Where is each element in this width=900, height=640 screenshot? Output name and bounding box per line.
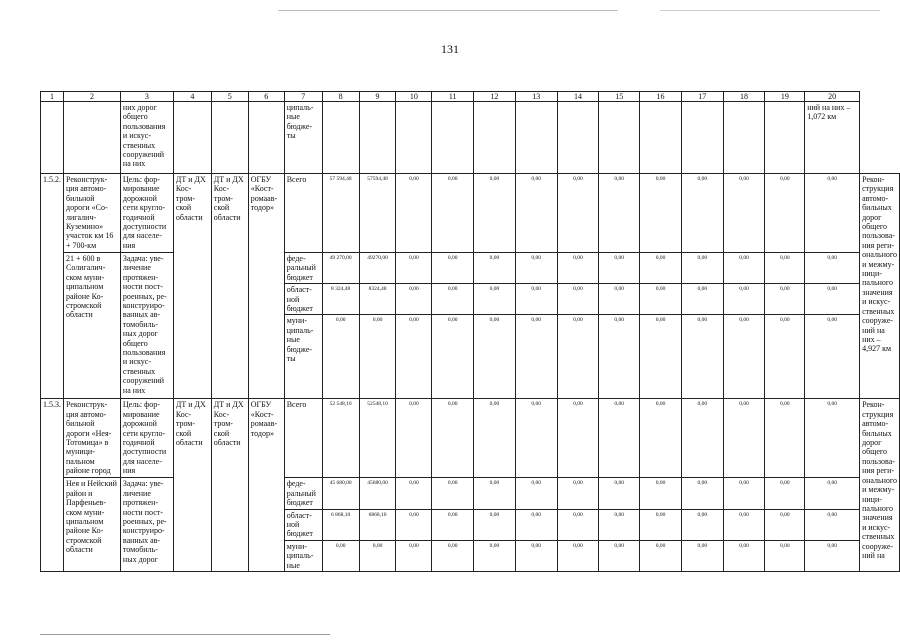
funding-row: [41, 399, 900, 478]
amount-cell: 0,00: [765, 253, 805, 284]
column-header: 7: [284, 92, 322, 102]
amount-cell: 6868,10: [359, 509, 396, 540]
item-task: Задача: уве- личение протяжен- ности пост- роенных, ре- конструиро- ванных ав- томобиль- ных дорог общего пользования и искус- ственных сооружений на них: [120, 253, 173, 399]
column-number-row: [41, 92, 900, 102]
column-header: 10: [396, 92, 432, 102]
funding-source-cell: ципаль- ные бюдже- ты: [284, 102, 322, 174]
amount-cell: 0,00: [515, 399, 557, 478]
item-name: 21 + 600 в Солигалич- ском муни- ципальном районе Ко- стромской области: [64, 253, 121, 399]
item-goal: Цель: фор- мирование дорожной сети кругло- годичной доступности для населе- ния: [120, 174, 173, 253]
item-goal: Цель: фор- мирование дорожной сети кругло- годичной доступности для населе- ния: [120, 399, 173, 478]
item-code: 1.5.2.: [41, 174, 64, 399]
amount-cell: 0,00: [640, 478, 682, 509]
amount-cell: 0,00: [432, 174, 474, 253]
amount-cell: 0,00: [765, 315, 805, 399]
amount-cell: 0,00: [557, 315, 599, 399]
amount-cell: 0,00: [723, 174, 765, 253]
executor-cell: ОГБУ «Кост- ромаав- тодор»: [248, 399, 284, 572]
amount-cell: 0,00: [805, 315, 860, 399]
amount-cell: 0,00: [432, 509, 474, 540]
amount-cell: 0,00: [723, 540, 765, 571]
amount-cell: 0,00: [557, 509, 599, 540]
amount-cell: 0,00: [359, 540, 396, 571]
amount-cell: 0,00: [640, 540, 682, 571]
scan-edge-line: [660, 10, 880, 11]
amount-cell: 57 594,48: [322, 174, 359, 253]
column-header: 17: [681, 92, 723, 102]
amount-cell: 0,00: [396, 174, 432, 253]
responsible-cell: ДТ и ДХ Кос- тром- ской области: [173, 174, 211, 399]
amount-cell: 0,00: [599, 315, 640, 399]
amount-cell: 0,00: [359, 315, 396, 399]
amount-cell: 0,00: [723, 478, 765, 509]
result-cell: Рекон- струкция автомо- бильных дорог общего пользова- ния реги- онального и межму- ници- пального значения и искус- ственных сооруже- ний на них – 4,927 км: [860, 174, 900, 399]
amount-cell: 57594,48: [359, 174, 396, 253]
amount-cell: 0,00: [599, 284, 640, 315]
column-header: 12: [474, 92, 516, 102]
amount-cell: 0,00: [396, 478, 432, 509]
item-code: 1.5.3.: [41, 399, 64, 572]
amount-cell: 52548,10: [359, 399, 396, 478]
amount-cell: 0,00: [474, 509, 516, 540]
amount-cell: 45 680,00: [322, 478, 359, 509]
column-header: 11: [432, 92, 474, 102]
amount-cell: 0,00: [396, 253, 432, 284]
amount-cell: 0,00: [765, 399, 805, 478]
column-header: 14: [557, 92, 599, 102]
amount-cell: 0,00: [557, 284, 599, 315]
page-number: 131: [441, 42, 459, 56]
column-header: 3: [120, 92, 173, 102]
column-header: 13: [515, 92, 557, 102]
amount-cell: 0,00: [681, 174, 723, 253]
scan-edge-line: [40, 634, 330, 635]
amount-cell: 0,00: [681, 253, 723, 284]
amount-cell: 0,00: [640, 399, 682, 478]
amount-cell: 0,00: [640, 253, 682, 284]
amount-cell: 0,00: [681, 540, 723, 571]
amount-cell: 0,00: [432, 315, 474, 399]
amount-cell: 0,00: [396, 284, 432, 315]
amount-cell: 0,00: [765, 540, 805, 571]
amount-cell: 0,00: [765, 174, 805, 253]
column-header: 1: [41, 92, 64, 102]
amount-cell: 0,00: [474, 174, 516, 253]
column-header: 9: [359, 92, 396, 102]
amount-cell: 0,00: [557, 174, 599, 253]
amount-cell: 0,00: [723, 315, 765, 399]
amount-cell: 0,00: [681, 284, 723, 315]
amount-cell: 0,00: [805, 399, 860, 478]
funding-source-cell: Всего: [284, 174, 322, 253]
scan-edge-line: [278, 10, 618, 11]
amount-cell: 0,00: [432, 478, 474, 509]
amount-cell: 0,00: [515, 174, 557, 253]
continuation-row: [41, 102, 900, 174]
amount-cell: 0,00: [599, 509, 640, 540]
column-header: 4: [173, 92, 211, 102]
items-body: [41, 174, 900, 572]
column-header: 6: [248, 92, 284, 102]
amount-cell: 0,00: [474, 284, 516, 315]
amount-cell: 0,00: [805, 253, 860, 284]
amount-cell: 0,00: [599, 174, 640, 253]
amount-cell: 0,00: [765, 284, 805, 315]
amount-cell: 0,00: [723, 509, 765, 540]
responsible-cell: ДТ и ДХ Кос- тром- ской области: [173, 399, 211, 572]
amount-cell: 0,00: [640, 509, 682, 540]
amount-cell: 0,00: [396, 509, 432, 540]
amount-cell: 0,00: [322, 540, 359, 571]
amount-cell: 0,00: [805, 509, 860, 540]
amount-cell: 0,00: [515, 540, 557, 571]
amount-cell: 0,00: [805, 284, 860, 315]
amount-cell: 0,00: [723, 253, 765, 284]
amount-cell: 0,00: [474, 253, 516, 284]
column-header: 20: [805, 92, 860, 102]
amount-cell: 0,00: [599, 540, 640, 571]
funding-source-cell: феде- ральный бюджет: [284, 253, 322, 284]
amount-cell: 0,00: [474, 315, 516, 399]
amount-cell: 0,00: [432, 284, 474, 315]
amount-cell: 0,00: [681, 315, 723, 399]
column-header: 19: [765, 92, 805, 102]
funding-source-cell: феде- ральный бюджет: [284, 478, 322, 509]
amount-cell: 0,00: [515, 315, 557, 399]
amount-cell: 0,00: [805, 478, 860, 509]
amount-cell: 0,00: [640, 315, 682, 399]
funding-source-cell: област- ной бюджет: [284, 509, 322, 540]
amount-cell: 0,00: [640, 174, 682, 253]
funding-source-cell: муни- ципаль- ные бюдже- ты: [284, 315, 322, 399]
amount-cell: 0,00: [322, 315, 359, 399]
item-task: Задача: уве- личение протяжен- ности пост- роенных, ре- конструиро- ванных ав- томобиль- ных дорог: [120, 478, 173, 572]
amount-cell: 8 324,48: [322, 284, 359, 315]
amount-cell: 0,00: [557, 399, 599, 478]
amount-cell: 8324,48: [359, 284, 396, 315]
funding-source-cell: муни- ципаль- ные: [284, 540, 322, 571]
amount-cell: 0,00: [557, 253, 599, 284]
amount-cell: 0,00: [805, 540, 860, 571]
funding-source-cell: Всего: [284, 399, 322, 478]
amount-cell: 0,00: [474, 399, 516, 478]
amount-cell: 0,00: [515, 253, 557, 284]
column-header: 5: [211, 92, 248, 102]
amount-cell: 49270,00: [359, 253, 396, 284]
amount-cell: 0,00: [599, 478, 640, 509]
amount-cell: 52 548,10: [322, 399, 359, 478]
amount-cell: 0,00: [396, 315, 432, 399]
funding-source-cell: област- ной бюджет: [284, 284, 322, 315]
goal-cell: них дорог общего пользования и искус- ственных сооружений на них: [120, 102, 173, 174]
item-name: Реконструк- ция автомо- бильной дороги «Нея- Тотомица» в муници- пальном районе город: [64, 399, 121, 478]
column-header: 16: [640, 92, 682, 102]
amount-cell: 0,00: [723, 284, 765, 315]
item-name: Нея и Нейский район и Парфеньев- ском муни- ципальном районе Ко- стромской области: [64, 478, 121, 572]
funding-row: [41, 253, 900, 284]
funding-row: [41, 478, 900, 509]
amount-cell: 0,00: [681, 478, 723, 509]
amount-cell: 0,00: [474, 540, 516, 571]
amount-cell: 0,00: [432, 540, 474, 571]
column-header: 2: [64, 92, 121, 102]
column-header: 15: [599, 92, 640, 102]
item-name: Реконструк- ция автомо- бильной дороги «Со- лигалич- Куземино» участок км 16 + 700-км: [64, 174, 121, 253]
executor-cell: ОГБУ «Кост- ромаав- тодор»: [248, 174, 284, 399]
amount-cell: 0,00: [515, 478, 557, 509]
coexecutor-cell: ДТ и ДХ Кос- тром- ской области: [211, 399, 248, 572]
amount-cell: 0,00: [681, 509, 723, 540]
amount-cell: 0,00: [723, 399, 765, 478]
amount-cell: 49 270,00: [322, 253, 359, 284]
amount-cell: 0,00: [765, 478, 805, 509]
coexecutor-cell: ДТ и ДХ Кос- тром- ской области: [211, 174, 248, 399]
result-cell: Рекон- струкция автомо- бильных дорог общего пользова- ния реги- онального и межму- ници- пального значения и искус- ственных сооруже- ний на: [860, 399, 900, 572]
amount-cell: 45680,00: [359, 478, 396, 509]
amount-cell: 0,00: [396, 399, 432, 478]
amount-cell: 0,00: [599, 399, 640, 478]
amount-cell: 0,00: [432, 399, 474, 478]
amount-cell: 0,00: [515, 284, 557, 315]
amount-cell: 0,00: [805, 174, 860, 253]
amount-cell: 0,00: [765, 509, 805, 540]
program-table: [40, 91, 900, 572]
amount-cell: 0,00: [557, 478, 599, 509]
amount-cell: 0,00: [640, 284, 682, 315]
amount-cell: 0,00: [432, 253, 474, 284]
result-cell: ний на них – 1,072 км: [805, 102, 860, 174]
amount-cell: 0,00: [396, 540, 432, 571]
column-header: 8: [322, 92, 359, 102]
amount-cell: 0,00: [681, 399, 723, 478]
amount-cell: 0,00: [557, 540, 599, 571]
amount-cell: 6 868,10: [322, 509, 359, 540]
amount-cell: 0,00: [515, 509, 557, 540]
amount-cell: 0,00: [599, 253, 640, 284]
amount-cell: 0,00: [474, 478, 516, 509]
funding-row: [41, 174, 900, 253]
column-header: 18: [723, 92, 765, 102]
